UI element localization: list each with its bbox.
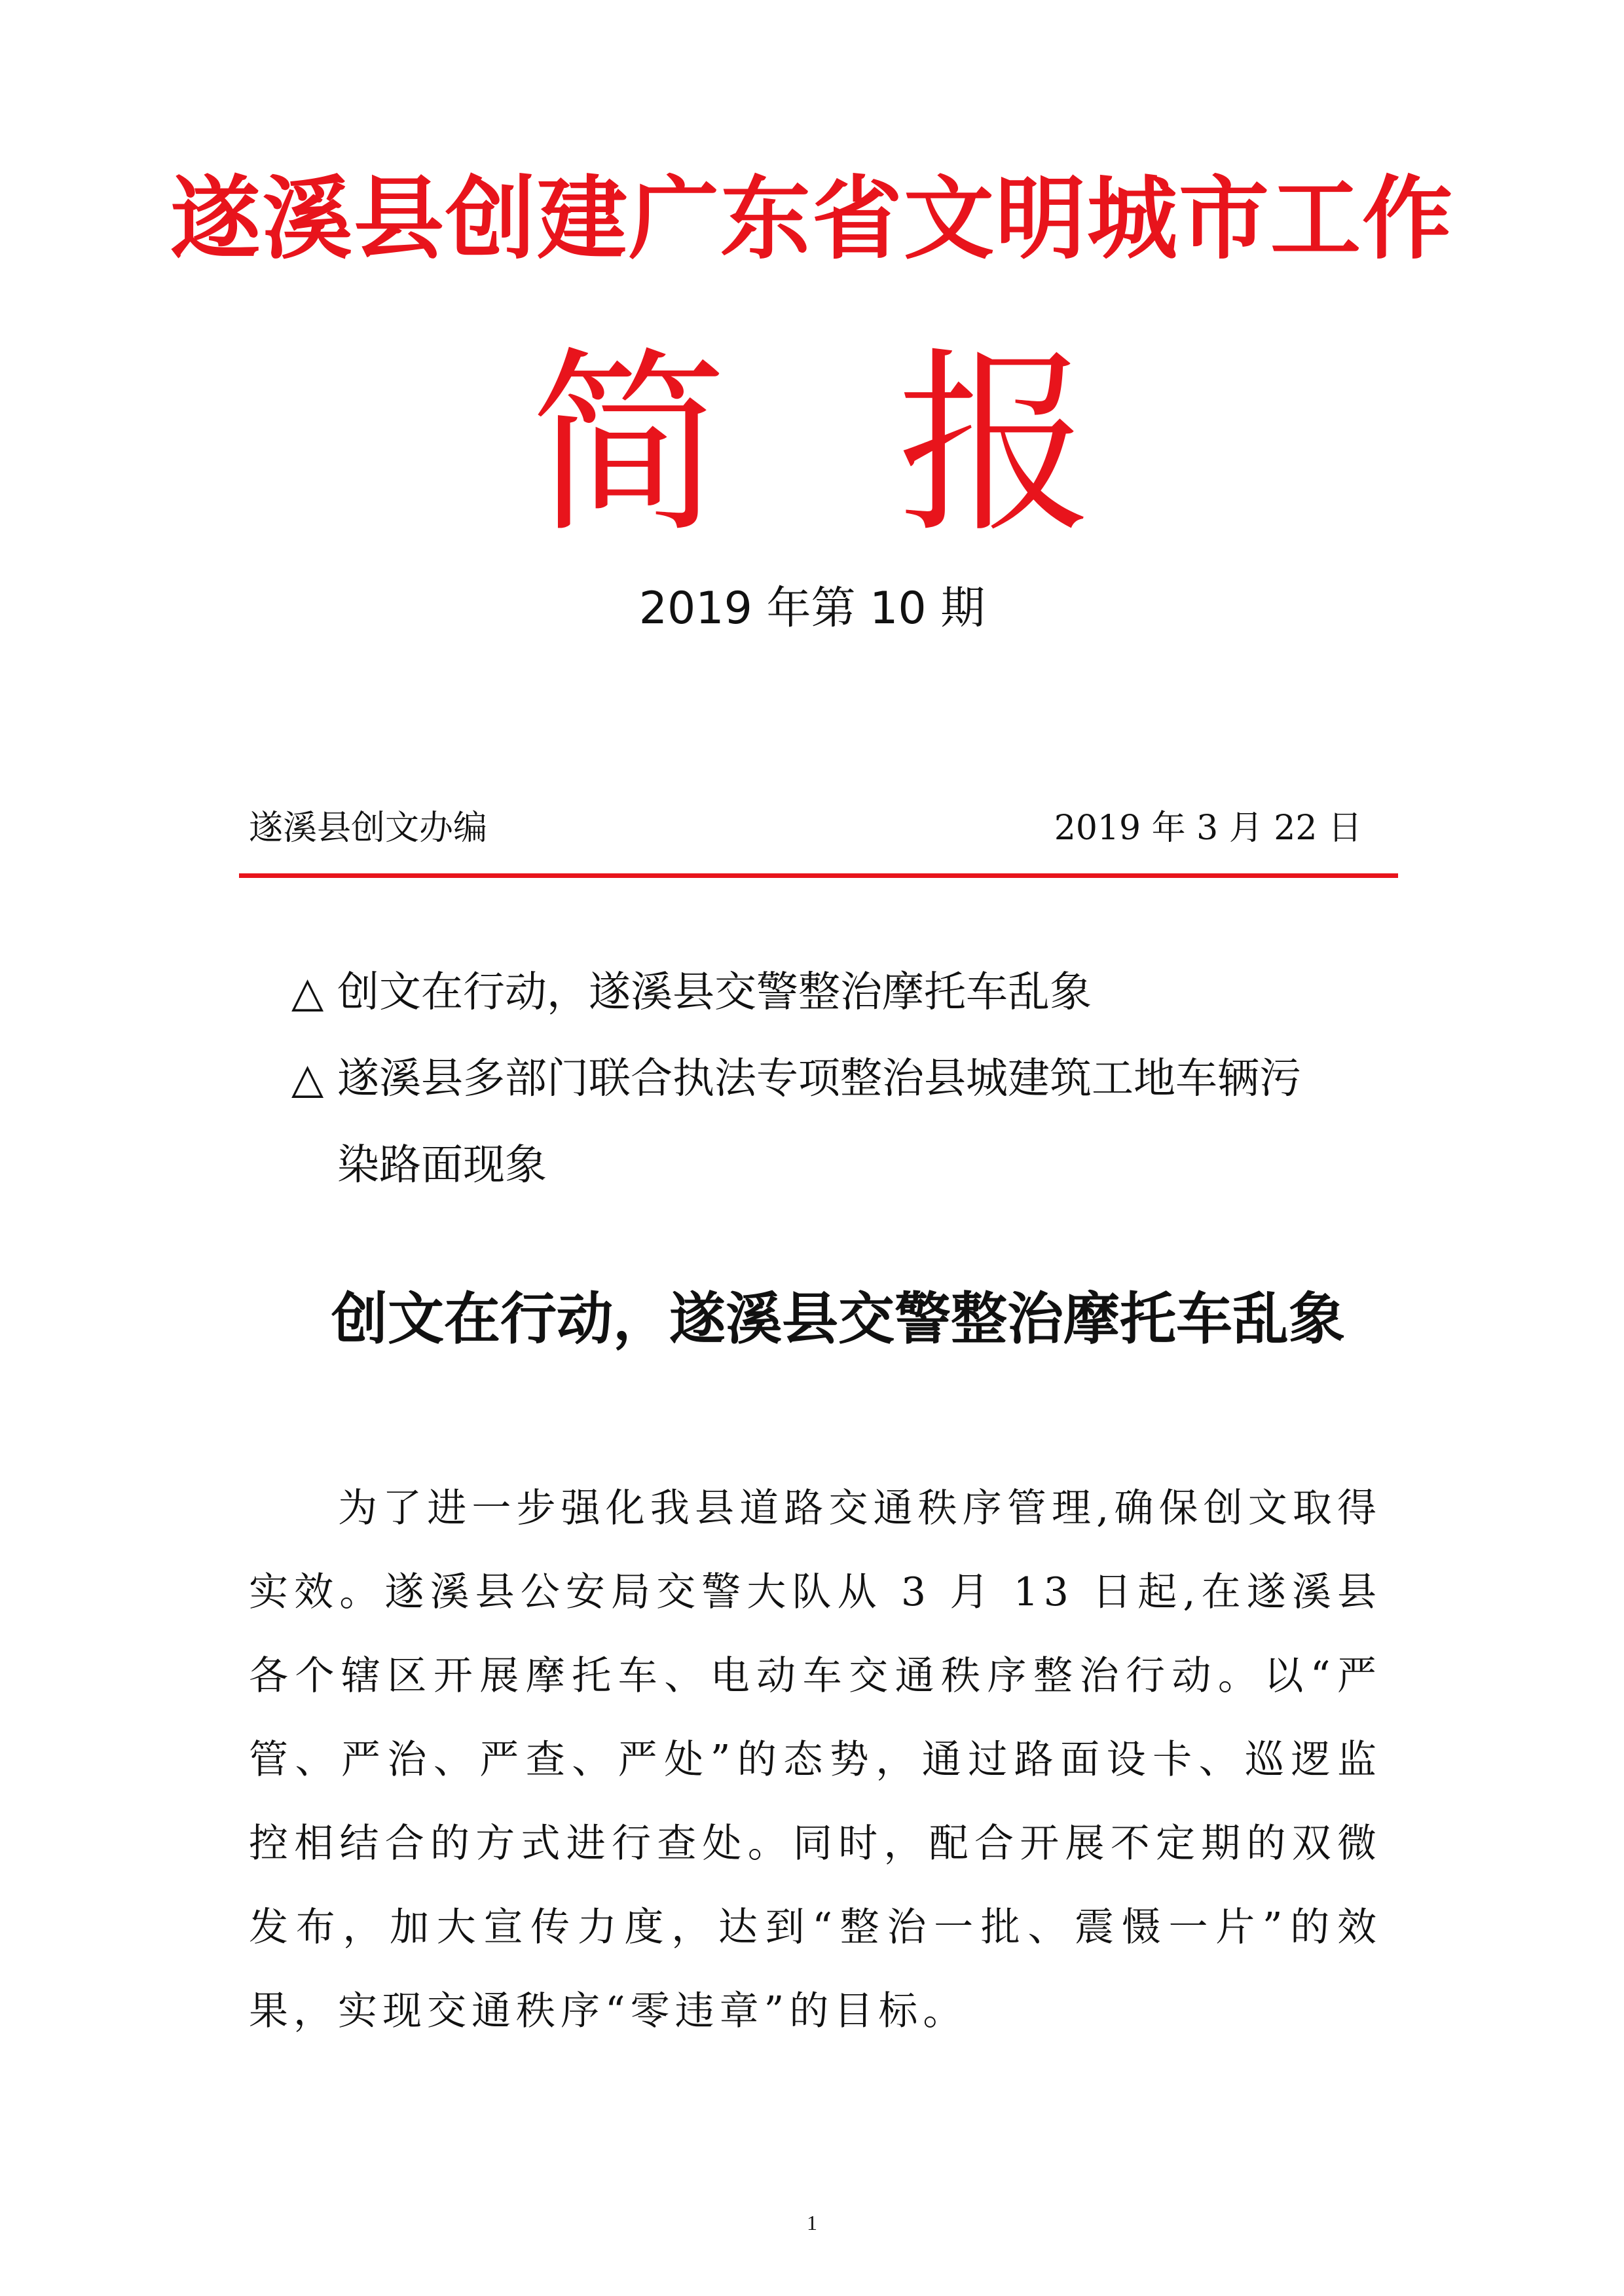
toc-item-text: 遂溪县多部门联合执法专项整治县城建筑工地车辆污 [337,1055,1301,1103]
masthead-subtitle-right: 报 [897,331,1094,559]
masthead-title: 遂溪县创建广东省文明城市工作 [170,166,1454,272]
article-title: 创文在行动，遂溪县交警整治摩托车乱象 [331,1286,1345,1352]
toc-item[interactable] [291,1036,1405,1209]
triangle-marker-icon: △ [291,1055,324,1103]
toc-item-text-continued: 染路面现象 [337,1141,547,1190]
table-of-contents [291,949,1405,1209]
page-number: 1 [807,2211,817,2234]
article-paragraph: 为了进一步强化我县道路交通秩序管理,确保创文取得实效。遂溪县公安局交警大队从 3 月 13 日起,在遂溪县各个辖区开展摩托车、电动车交通秩序整治行动。以“严管、严治、严查、严处”的态势，通过路面设卡、巡逻监控相结合的方式进行查处。同时，配合开展不定期的双微发布，加大宣传力度，达到“整治一批、震慑一片”的效果，实现交通秩序“零违章”的目标。 [249,1485,1382,2034]
masthead-subtitle-left: 简 [530,331,727,559]
publish-date: 2019 年 3 月 22 日 [1054,809,1362,848]
masthead-subtitle [0,327,1624,563]
editor-label: 遂溪县创文办编 [249,809,488,848]
issue-number: 2019 年第 10 期 [638,583,986,634]
toc-item-text: 创文在行动，遂溪县交警整治摩托车乱象 [337,968,1092,1017]
header-divider [239,873,1398,878]
toc-item[interactable] [291,949,1405,1036]
triangle-marker-icon: △ [291,968,324,1017]
